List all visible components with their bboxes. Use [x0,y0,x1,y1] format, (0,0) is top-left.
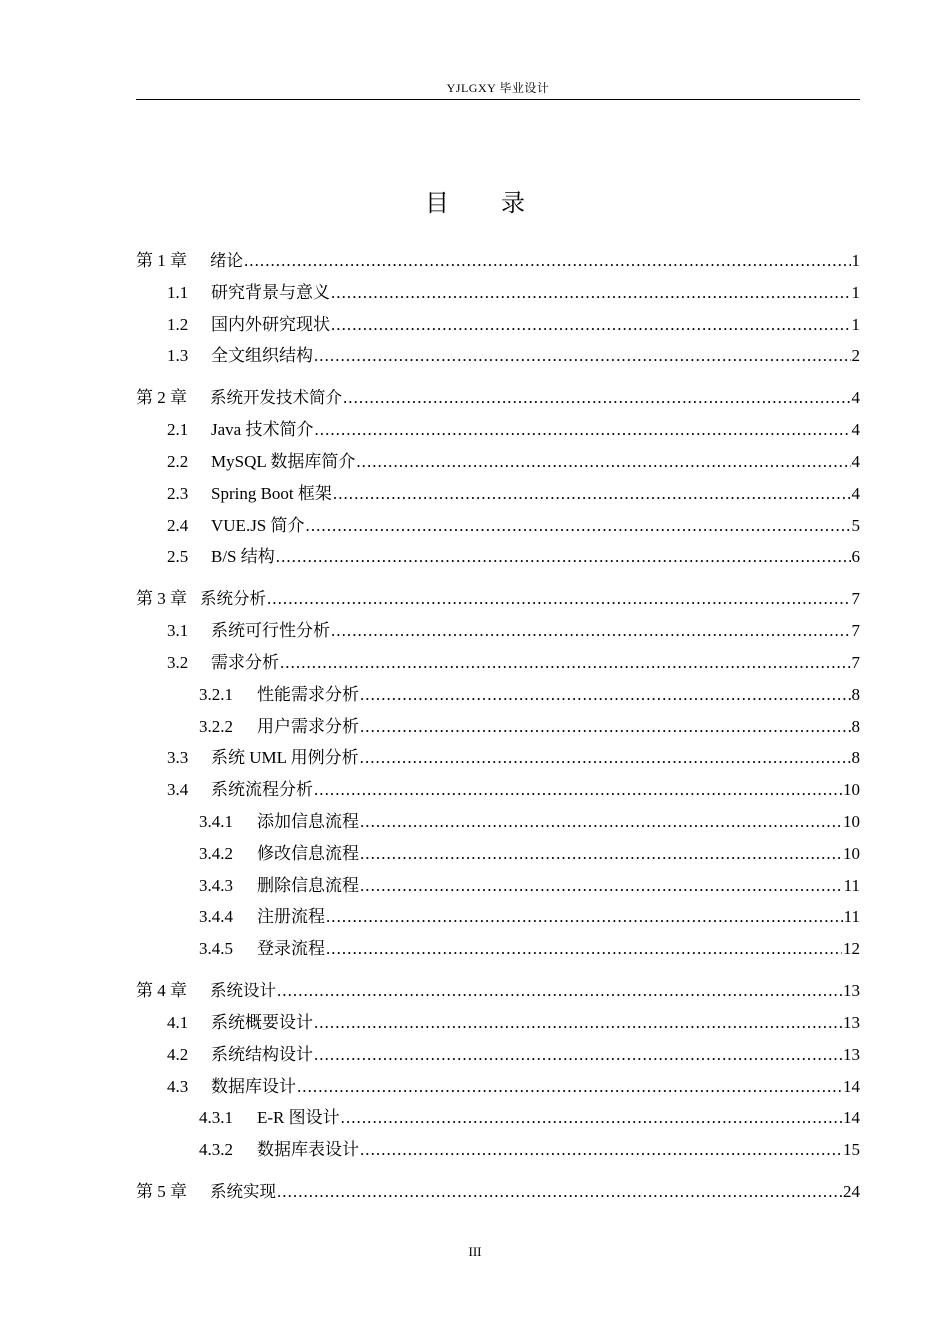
toc-entry-label: 系统概要设计 [211,1013,313,1032]
toc-entry[interactable] [136,246,860,276]
toc-entry-label: 系统实现 [210,1182,276,1202]
toc-entry-label: B/S 结构 [211,547,275,567]
toc-dot-leader [360,680,851,710]
toc-entry-number: 3.4.4 [199,907,233,927]
toc-entry-label: 系统可行性分析 [211,621,330,641]
toc-entry-number: 4.3.1 [199,1108,233,1128]
toc-entry-page: 13 [843,1044,860,1064]
toc-entry[interactable] [136,648,860,678]
toc-entry[interactable] [136,584,860,614]
toc-entry[interactable] [136,447,860,477]
toc-entry-page: 24 [843,1182,860,1202]
toc-entry-label: 国内外研究现状 [211,314,330,334]
toc-entry-label: 系统开发技术简介 [210,388,342,408]
toc-entry-label: 注册流程 [257,907,325,927]
toc-dot-leader [360,743,851,773]
toc-entry-number: 4.3.2 [199,1140,233,1160]
toc-entry[interactable] [136,511,860,541]
toc-dot-leader [360,1135,842,1165]
toc-entry[interactable] [136,934,860,964]
toc-entry[interactable] [136,871,860,901]
toc-dot-leader [333,479,851,509]
toc-entry-page: 15 [843,1140,860,1160]
toc-entry-page: 8 [851,684,860,704]
toc-dot-leader [314,1040,842,1070]
toc-entry[interactable] [136,341,860,371]
toc-entry-page: 7 [851,621,860,641]
toc-entry-page: 13 [843,981,860,1001]
toc-entry[interactable] [136,1040,860,1070]
toc-entry-page: 7 [851,653,860,672]
toc-entry-number: 3.4.2 [199,843,233,863]
toc-entry-label: Java 技术简介 [211,420,314,440]
toc-entry[interactable] [136,278,860,308]
toc-entry[interactable] [136,807,860,837]
toc-entry-label: 系统流程分析 [211,780,313,800]
toc-entry[interactable] [136,775,860,805]
toc-entry-number: 1.1 [167,282,189,302]
toc-entry[interactable] [136,976,860,1006]
toc-dot-leader [306,511,851,541]
toc-entry-number: 2.4 [167,515,189,535]
toc-entry-page: 11 [843,907,860,927]
toc-dot-leader [267,584,851,614]
toc-entry-number: 3.4.3 [199,875,233,895]
toc-entry-number: 3.4.1 [199,812,233,831]
toc-dot-leader [297,1072,842,1102]
toc-entry[interactable] [136,680,860,710]
toc-dot-leader [331,616,851,646]
toc-entry-label: 系统 UML 用例分析 [211,748,359,768]
toc-dot-leader [314,341,851,371]
toc-entry[interactable] [136,310,860,340]
toc-entry-label: 需求分析 [211,653,279,672]
toc-entry[interactable] [136,383,860,413]
toc-entry-label: 研究背景与意义 [211,282,330,302]
toc-entry-page: 4 [851,483,860,503]
toc-dot-leader [314,775,842,805]
toc-entry[interactable] [136,1177,860,1207]
toc-entry-page: 14 [843,1076,860,1096]
toc-entry-number: 3.4 [167,780,189,800]
toc-dot-leader [244,246,851,276]
toc-entry-label: 系统分析 [200,589,266,609]
toc-entry-number: 2.2 [167,452,189,471]
toc-dot-leader [326,902,843,932]
toc-entry-label: Spring Boot 框架 [211,483,332,503]
toc-entry-page: 7 [851,589,860,609]
toc-entry-label: MySQL 数据库简介 [211,452,356,471]
toc-entry-number: 2.1 [167,420,189,440]
toc-entry-label: E-R 图设计 [257,1108,340,1128]
toc-entry-number: 第 1 章 [136,251,187,270]
toc-dot-leader [276,542,851,572]
toc-entry[interactable] [136,712,860,742]
toc-entry-number: 第 4 章 [136,981,187,1001]
toc-entry-page: 10 [843,843,860,863]
toc-entry-label: 系统设计 [210,981,276,1001]
toc-entry-number: 4.1 [167,1013,189,1032]
toc-entry-number: 3.4.5 [199,939,233,959]
toc-entry-label: 删除信息流程 [257,875,359,895]
toc-entry-page: 5 [851,515,860,535]
toc-dot-leader [360,807,842,837]
toc-entry-label: 修改信息流程 [257,843,359,863]
toc-entry[interactable] [136,616,860,646]
toc-entry[interactable] [136,1103,860,1133]
toc-entry-label: 用户需求分析 [257,716,359,736]
toc-entry-label: 登录流程 [257,939,325,959]
toc-dot-leader [360,839,842,869]
toc-entry-label: 数据库表设计 [257,1140,359,1160]
toc-entry[interactable] [136,902,860,932]
toc-entry[interactable] [136,542,860,572]
toc-entry-label: 系统结构设计 [211,1044,313,1064]
toc-entry-page: 4 [851,388,860,408]
toc-entry[interactable] [136,743,860,773]
toc-entry-page: 6 [851,547,860,567]
toc-entry-page: 8 [851,716,860,736]
toc-entry-number: 2.5 [167,547,189,567]
toc-entry-page: 10 [843,780,860,800]
toc-dot-leader [343,383,851,413]
toc-dot-leader [360,871,843,901]
toc-dot-leader [314,1008,842,1038]
toc-entry-page: 13 [843,1013,860,1032]
toc-entry-page: 10 [843,812,860,831]
toc-entry-number: 1.3 [167,346,189,366]
toc-entry[interactable] [136,1072,860,1102]
toc-entry[interactable] [136,415,860,445]
toc-entry-page: 2 [851,346,860,366]
toc-entry-label: 数据库设计 [211,1076,296,1096]
toc-entry-number: 第 5 章 [136,1182,187,1202]
header-rule [136,99,860,100]
toc-dot-leader [280,648,851,678]
toc-entry-label: 全文组织结构 [211,346,313,366]
running-header: YJLGXY 毕业设计 [446,81,550,95]
toc-dot-leader [356,447,850,477]
toc-entry-number: 2.3 [167,483,189,503]
toc-entry[interactable] [136,1135,860,1165]
toc-entry-label: 添加信息流程 [257,812,359,831]
toc-entry-number: 4.3 [167,1076,189,1096]
toc-entry-label: 绪论 [210,251,243,270]
toc-entry-page: 1 [851,251,860,270]
toc-dot-leader [277,1177,842,1207]
toc-dot-leader [331,310,851,340]
page-number: III [468,1244,482,1259]
toc-entry-page: 12 [843,939,860,959]
toc-dot-leader [360,712,851,742]
title-char-right: 录 [501,189,525,217]
toc-entry-number: 4.2 [167,1044,189,1064]
toc-entry[interactable] [136,1008,860,1038]
toc-entry-page: 1 [851,282,860,302]
toc-entry-label: 性能需求分析 [257,684,359,704]
toc-entry-number: 3.2 [167,653,189,672]
toc-entry-number: 3.2.1 [199,684,233,704]
toc-dot-leader [341,1103,842,1133]
toc-entry-page: 11 [843,875,860,895]
title-char-left: 目 [425,189,449,217]
toc-entry-page: 8 [851,748,860,768]
toc-entry-number: 第 2 章 [136,388,187,408]
toc-entry[interactable] [136,479,860,509]
toc-entry[interactable] [136,839,860,869]
toc-entry-number: 3.3 [167,748,189,768]
toc-entry-number: 1.2 [167,314,189,334]
toc-dot-leader [326,934,842,964]
toc-entry-page: 14 [843,1108,860,1128]
page-title [0,183,950,218]
toc-entry-page: 4 [851,420,860,440]
toc-entry-page: 1 [851,314,860,334]
toc-dot-leader [277,976,842,1006]
toc-dot-leader [314,415,850,445]
toc-dot-leader [331,278,851,308]
toc-entry-number: 3.1 [167,621,189,641]
toc-entry-number: 3.2.2 [199,716,233,736]
toc-entry-number: 第 3 章 [136,589,187,609]
toc-entry-page: 4 [851,452,860,471]
toc-entry-label: VUE.JS 简介 [211,515,305,535]
